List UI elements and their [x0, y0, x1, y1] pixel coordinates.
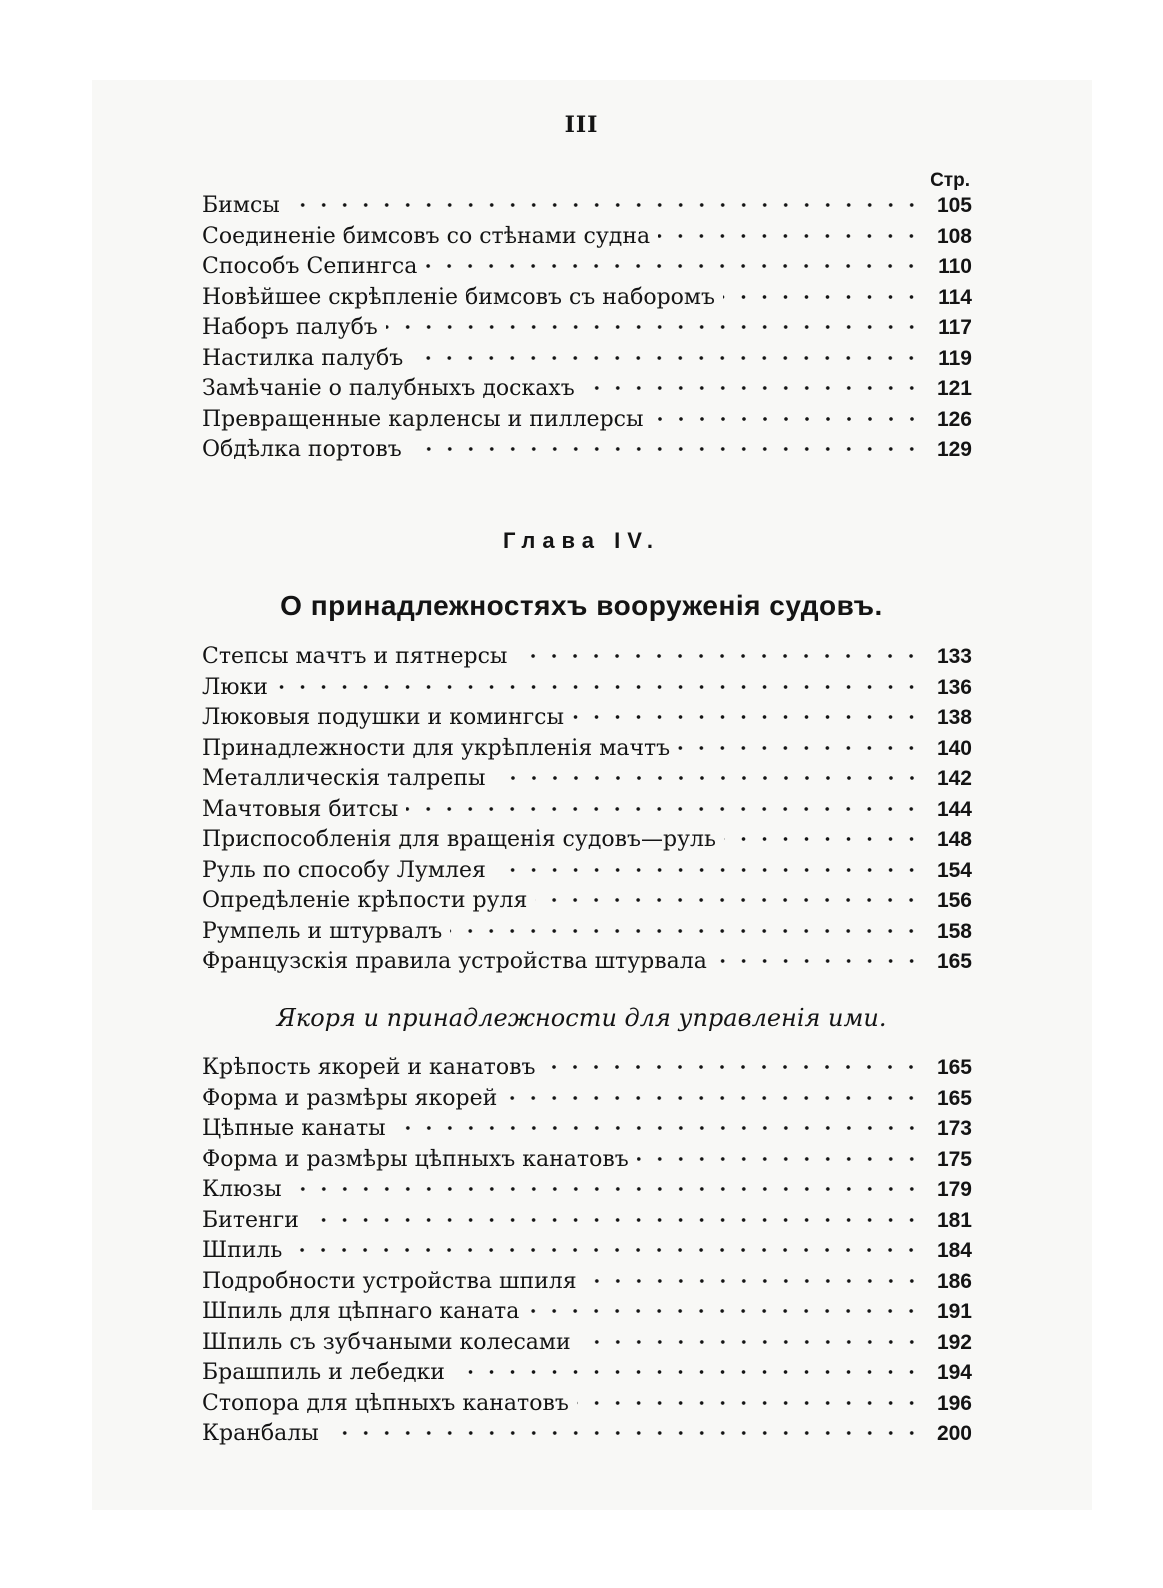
toc-entry-page: 191: [936, 1300, 972, 1323]
toc-entry-page: 110: [938, 255, 972, 278]
subsection-title: Якоря и принадлежности для управленія ими.: [276, 1004, 887, 1032]
toc-entry-title: Обдѣлка портовъ: [202, 437, 402, 462]
toc-entry-title: Степсы мачтъ и пятнерсы: [202, 644, 508, 669]
toc-entry: [202, 1206, 972, 1237]
toc-entry: [202, 1175, 972, 1206]
dot-leader: [410, 447, 922, 451]
dot-leader: [394, 1126, 922, 1130]
dot-leader: [406, 807, 922, 811]
toc-entry: [202, 917, 972, 948]
toc-entry-page: 121: [936, 377, 972, 400]
dot-leader: [450, 929, 922, 933]
toc-entry-page: 194: [936, 1361, 972, 1384]
dot-leader: [288, 203, 922, 207]
dot-leader: [425, 264, 922, 268]
toc-entry-title: Крѣпость якорей и канатовъ: [202, 1055, 536, 1080]
toc-entry-title: Наборъ палубъ: [202, 315, 378, 340]
toc-entry-page: 200: [936, 1422, 972, 1445]
chapter-label: Глава IV.: [502, 528, 661, 553]
dot-leader: [637, 1157, 922, 1161]
toc-entry-title: Опредѣленіе крѣпости руля: [202, 888, 528, 913]
toc-entry: [202, 1419, 972, 1450]
dot-leader: [579, 1340, 922, 1344]
toc-entry: [202, 344, 972, 375]
chapter-title: О принадлежностяхъ вооруженія судовъ.: [280, 590, 883, 621]
toc-entry-title: Замѣчаніе о палубныхъ доскахъ: [202, 376, 575, 401]
toc-entry: [202, 947, 972, 978]
toc-entry-page: 142: [936, 767, 972, 790]
dot-leader: [543, 1065, 922, 1069]
toc-section-b: [202, 642, 972, 978]
toc-entry-page: 140: [936, 736, 972, 760]
toc-entry-title: Металлическія талрепы: [202, 766, 486, 791]
toc-entry-page: 105: [936, 194, 972, 217]
dot-leader: [505, 1096, 922, 1100]
toc-entry-title: Бимсы: [202, 193, 280, 218]
toc-entry-page: 173: [936, 1117, 972, 1140]
toc-entry-title: Шпиль для цѣпнаго каната: [202, 1299, 520, 1324]
toc-entry-title: Клюзы: [202, 1177, 282, 1202]
toc-entry-title: Принадлежности для укрѣпленія мачтъ: [202, 735, 671, 761]
toc-entry: [202, 673, 972, 704]
toc-entry: [202, 734, 972, 765]
dot-leader: [535, 898, 922, 902]
toc-entry-title: Форма и размѣры цѣпныхъ канатовъ: [202, 1146, 629, 1172]
toc-entry-page: 144: [936, 797, 972, 821]
toc-entry-page: 156: [936, 889, 972, 912]
toc-section-a: [202, 191, 972, 466]
toc-entry-title: Стопора для цѣпныхъ канатовъ: [202, 1390, 569, 1416]
toc-entry-title: Кранбалы: [202, 1421, 319, 1446]
toc-entry: [202, 1328, 972, 1359]
toc-entry-page: 175: [936, 1147, 972, 1171]
toc-entry-page: 181: [936, 1208, 972, 1232]
dot-leader: [290, 1248, 922, 1252]
toc-entry-title: Люки: [202, 674, 268, 700]
toc-entry-page: 186: [936, 1269, 972, 1293]
toc-section-c: [202, 1053, 972, 1450]
toc-entry: [202, 252, 972, 283]
toc-entry-page: 158: [936, 919, 972, 943]
toc-entry-page: 148: [936, 828, 972, 851]
toc-entry-title: Настилка палубъ: [202, 345, 404, 371]
toc-entry-page: 154: [936, 858, 972, 882]
dot-leader: [494, 776, 922, 780]
toc-entry-title: Шпиль: [202, 1238, 283, 1263]
toc-entry-page: 179: [936, 1178, 972, 1201]
dot-leader: [327, 1431, 922, 1435]
toc-entry-title: Руль по способу Лумлея: [202, 857, 486, 883]
toc-entry-title: Форма и размѣры якорей: [202, 1085, 498, 1111]
toc-entry: [202, 764, 972, 795]
dot-leader: [658, 234, 922, 238]
toc-entry-title: Подробности устройства шпиля: [202, 1268, 577, 1294]
toc-entry: [202, 1358, 972, 1389]
toc-entry-page: 129: [936, 438, 972, 461]
dot-leader: [577, 1401, 922, 1405]
toc-entry-title: Румпель и штурвалъ: [202, 918, 443, 944]
toc-entry-title: Способъ Сепингса: [202, 254, 418, 279]
toc-entry: [202, 825, 972, 856]
toc-entry-title: Мачтовыя битсы: [202, 796, 399, 822]
dot-leader: [515, 654, 922, 658]
toc-entry-title: Соединеніе бимсовъ со стѣнами судна: [202, 223, 651, 249]
toc-entry-page: 114: [938, 285, 972, 309]
page-number: III: [564, 112, 599, 138]
toc-entry: [202, 191, 972, 222]
toc-entry-title: Новѣйшее скрѣпленіе бимсовъ съ наборомъ: [202, 284, 716, 310]
dot-leader: [290, 1187, 922, 1191]
dot-leader: [386, 325, 922, 329]
toc-entry-page: 192: [936, 1330, 972, 1354]
dot-leader: [276, 685, 922, 689]
toc-entry-title: Приспособленія для вращенія судовъ—руль: [202, 827, 716, 852]
toc-entry-page: 165: [936, 1056, 972, 1079]
dot-leader: [453, 1370, 922, 1374]
dot-leader: [652, 417, 923, 421]
toc-entry: [202, 1145, 972, 1176]
toc-entry-page: 138: [936, 706, 972, 729]
dot-leader: [494, 868, 922, 872]
dot-leader: [723, 295, 922, 299]
toc-entry: [202, 1084, 972, 1115]
toc-entry: [202, 795, 972, 826]
dot-leader: [572, 715, 922, 719]
dot-leader: [724, 837, 922, 841]
toc-entry-page: 108: [936, 224, 972, 248]
dot-leader: [585, 1279, 922, 1283]
toc-entry: [202, 1053, 972, 1084]
toc-entry-page: 184: [936, 1239, 972, 1262]
toc-entry: [202, 856, 972, 887]
toc-entry: [202, 886, 972, 917]
toc-entry-page: 126: [936, 407, 972, 431]
toc-entry: [202, 703, 972, 734]
toc-entry-title: Превращенные карленсы и пиллерсы: [202, 406, 644, 432]
toc-entry: [202, 405, 972, 436]
toc-entry-page: 117: [938, 316, 972, 339]
toc-entry-title: Шпиль съ зубчаными колесами: [202, 1329, 571, 1355]
toc-entry-page: 196: [936, 1391, 972, 1415]
dot-leader: [307, 1218, 922, 1222]
toc-entry: [202, 1267, 972, 1298]
toc-entry-title: Люковыя подушки и комингсы: [202, 705, 564, 730]
toc-entry-page: 136: [936, 675, 972, 699]
toc-entry: [202, 1114, 972, 1145]
dot-leader: [583, 386, 922, 390]
toc-entry: [202, 1297, 972, 1328]
toc-entry-title: Битенги: [202, 1207, 299, 1233]
toc-entry-title: Цѣпные канаты: [202, 1116, 386, 1141]
page-column-header: Стр.: [930, 170, 970, 191]
toc-entry: [202, 313, 972, 344]
toc-entry-page: 165: [936, 1086, 972, 1110]
dot-leader: [715, 959, 922, 963]
toc-entry: [202, 435, 972, 466]
toc-entry: [202, 374, 972, 405]
dot-leader: [411, 356, 922, 360]
toc-entry-page: 119: [938, 346, 972, 370]
toc-entry: [202, 1236, 972, 1267]
dot-leader: [678, 746, 922, 750]
toc-entry-title: Брашпиль и лебедки: [202, 1360, 445, 1385]
toc-entry-page: 133: [936, 645, 972, 668]
toc-entry-title: Французскія правила устройства штурвала: [202, 949, 707, 974]
dot-leader: [527, 1309, 922, 1313]
toc-entry-page: 165: [936, 950, 972, 973]
toc-entry: [202, 642, 972, 673]
toc-entry: [202, 1389, 972, 1420]
toc-entry: [202, 283, 972, 314]
toc-entry: [202, 222, 972, 253]
